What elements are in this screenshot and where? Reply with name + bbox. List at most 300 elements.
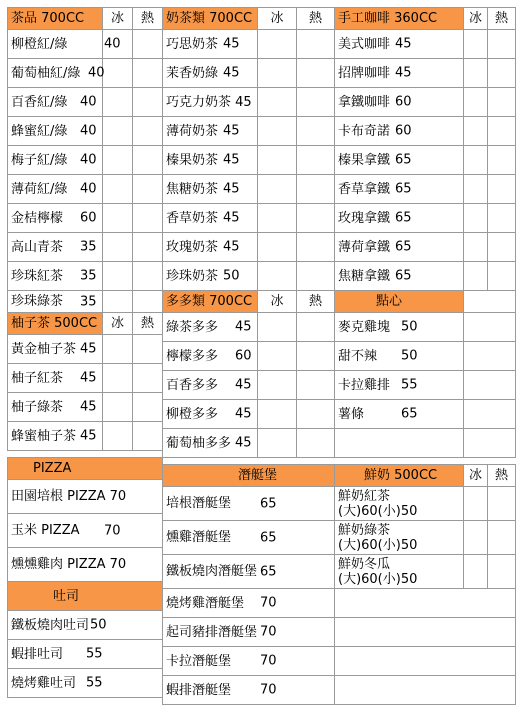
section-title-text: 點心 (376, 294, 403, 309)
menu-row (335, 59, 516, 88)
item-name: 柳橙紅/綠 (11, 36, 68, 52)
hot-cell (133, 88, 163, 117)
item-price: 65 (260, 530, 277, 545)
menu-row (8, 611, 163, 640)
item-sizes: (大)60(小)50 (338, 571, 418, 587)
ice-cell (103, 422, 133, 451)
menu-item (163, 555, 335, 589)
section-title (8, 458, 163, 480)
item-name: 柚子綠茶 (11, 399, 64, 415)
section-title-text: 潛艇堡 (238, 468, 278, 483)
menu-row (8, 88, 163, 117)
menu-row (163, 262, 335, 291)
menu-item (8, 548, 163, 582)
menu-row (163, 589, 335, 618)
item-name: 香草奶茶 (166, 210, 219, 226)
menu-row (335, 204, 516, 233)
hot-cell (133, 117, 163, 146)
menu-item (8, 364, 103, 393)
item-price: 45 (223, 239, 240, 255)
hot-cell (488, 175, 516, 204)
item-name: 蜂蜜紅/綠 (11, 123, 68, 139)
menu-item (163, 589, 335, 618)
menu-row (335, 30, 516, 59)
menu-row (8, 175, 163, 204)
menu-row (335, 371, 516, 400)
item-price: 35 (80, 294, 97, 309)
ice-cell (258, 59, 297, 88)
menu-row (335, 233, 516, 262)
section-header-pizza (8, 458, 163, 480)
item-name: 鮮奶紅茶 (338, 488, 391, 504)
item-price: 45 (395, 65, 412, 81)
ice-cell (464, 146, 488, 175)
section-title-text: 鮮奶 500CC (364, 468, 438, 483)
item-name: 梅子紅/綠 (11, 152, 68, 168)
item-name: 鮮奶綠茶 (338, 522, 391, 538)
empty-cell (335, 589, 516, 618)
ice-cell (464, 88, 488, 117)
menu-column-3 (334, 7, 516, 705)
ice-cell (258, 88, 297, 117)
menu-row (8, 59, 163, 88)
hot-column-header: 熱 (488, 465, 516, 487)
item-price: 55 (86, 646, 103, 662)
menu-row (335, 175, 516, 204)
item-price: 45 (223, 210, 240, 226)
hot-cell (297, 175, 335, 204)
item-name: 起司豬排潛艇堡 (166, 624, 258, 640)
ice-cell (464, 30, 488, 59)
menu-item (163, 175, 258, 204)
section-title: 茶品 700CC (8, 8, 103, 30)
ice-cell (258, 117, 297, 146)
menu-row (8, 335, 163, 364)
item-name: 鮮奶冬瓜 (338, 556, 391, 572)
ice-column-header: 冰 (258, 8, 297, 30)
menu-row (163, 647, 335, 676)
menu-item (8, 117, 103, 146)
menu-row (8, 514, 163, 548)
empty-cell (464, 291, 516, 313)
item-price: 55 (86, 675, 103, 691)
ice-cell (103, 262, 133, 291)
ice-cell (464, 175, 488, 204)
menu-item (163, 88, 258, 117)
menu-item (335, 371, 464, 400)
ice-cell (464, 59, 488, 88)
menu-row (163, 313, 335, 342)
section-header-citron (8, 313, 163, 335)
ice-cell (103, 233, 133, 262)
item-price: 45 (235, 94, 252, 110)
item-name: 美式咖啡 (338, 36, 391, 52)
menu-item (163, 233, 258, 262)
item-price: 50 (401, 319, 418, 335)
menu-item (335, 555, 464, 589)
ice-cell (103, 146, 133, 175)
item-price: 45 (80, 370, 97, 386)
item-price: 65 (395, 268, 412, 284)
menu-item (335, 233, 464, 262)
item-price: 40 (88, 65, 105, 81)
menu-row (163, 30, 335, 59)
menu-row (335, 117, 516, 146)
menu-item (8, 233, 103, 262)
item-name: 焦糖奶茶 (166, 181, 219, 197)
hot-cell (133, 204, 163, 233)
section-title: 手工咖啡 360CC (335, 8, 464, 30)
item-name: 巧思奶茶 (166, 36, 219, 52)
menu-row (335, 555, 516, 589)
item-name: 焦糖拿鐵 (338, 268, 391, 284)
menu-item (8, 335, 103, 364)
menu-row (163, 429, 335, 458)
menu-row (8, 117, 163, 146)
item-price: 45 (80, 428, 97, 444)
item-name: 高山青茶 (11, 239, 64, 255)
menu-column-1 (7, 7, 163, 698)
item-name: 珍珠奶茶 (166, 268, 219, 284)
item-name: 柚子紅茶 (11, 370, 64, 386)
item-name: 燒烤雞潛艇堡 (166, 595, 245, 611)
hot-cell (488, 521, 516, 555)
menu-row (335, 400, 516, 429)
hot-cell (297, 400, 335, 429)
menu-item (335, 400, 464, 429)
menu-row (8, 422, 163, 451)
hot-cell (488, 204, 516, 233)
menu-row (8, 393, 163, 422)
empty-cell (464, 400, 516, 429)
menu-row (335, 676, 516, 705)
ice-cell (103, 117, 133, 146)
section-title (335, 465, 464, 487)
hot-cell (488, 117, 516, 146)
menu-row (163, 618, 335, 647)
ice-cell (103, 335, 133, 364)
item-sizes: (大)60(小)50 (338, 503, 418, 519)
item-price: 45 (80, 341, 97, 357)
hot-cell (297, 146, 335, 175)
section-title: 多多類 700CC (163, 291, 258, 313)
ice-cell (103, 291, 133, 313)
menu-row (163, 117, 335, 146)
item-name: 燒烤雞吐司 (11, 675, 77, 691)
item-price: 65 (395, 181, 412, 197)
item-price: 40 (80, 181, 97, 197)
menu-item (163, 59, 258, 88)
hot-cell (488, 233, 516, 262)
item-price: 65 (260, 496, 277, 511)
item-name: 茉香奶綠 (166, 65, 219, 81)
menu-row (8, 30, 163, 59)
menu-item (163, 618, 335, 647)
item-name: 檸檬多多 (166, 348, 219, 364)
item-name: 巧克力奶茶 (166, 94, 232, 110)
ice-cell (103, 204, 133, 233)
item-price: 65 (395, 239, 412, 255)
menu-row (8, 233, 163, 262)
menu-row (335, 88, 516, 117)
section-title-text: PIZZA (33, 461, 72, 476)
ice-cell (464, 487, 488, 521)
item-price: 60 (395, 123, 412, 139)
item-price: 70 (260, 682, 277, 698)
menu-item (163, 647, 335, 676)
hot-cell (133, 233, 163, 262)
item-price: 60 (395, 94, 412, 110)
section-header-milktea (163, 8, 335, 30)
item-name: 卡布奇諾 (338, 123, 391, 139)
item-name: 卡拉雞排 (338, 377, 391, 393)
hot-cell (133, 335, 163, 364)
ice-cell (103, 59, 133, 88)
item-name: 玉米 PIZZA (11, 523, 80, 538)
hot-cell (297, 262, 335, 291)
menu-item (8, 611, 163, 640)
menu-row (163, 59, 335, 88)
item-name: 燻燻雞肉 PIZZA (11, 557, 106, 572)
menu-row (163, 400, 335, 429)
item-price: 45 (235, 377, 252, 393)
menu-item (163, 371, 258, 400)
menu-item (163, 400, 258, 429)
item-name: 薄荷紅/綠 (11, 181, 68, 197)
menu-row (8, 548, 163, 582)
ice-column-header: 冰 (103, 8, 133, 30)
hot-cell (297, 233, 335, 262)
ice-cell (258, 30, 297, 59)
menu-row (8, 669, 163, 698)
empty-cell (335, 429, 464, 458)
empty-cell (464, 429, 516, 458)
hot-column-header: 熱 (297, 291, 335, 313)
menu-row (8, 480, 163, 514)
item-name: 薄荷拿鐵 (338, 239, 391, 255)
item-price: 40 (80, 152, 97, 168)
hot-column-header: 熱 (133, 8, 163, 30)
ice-cell (258, 313, 297, 342)
menu-item (8, 30, 121, 59)
menu-item (335, 487, 464, 521)
menu-item (8, 514, 163, 548)
item-price: 70 (260, 624, 277, 640)
item-price: 35 (80, 268, 97, 284)
item-name: 蝦排吐司 (11, 646, 64, 662)
hot-cell (488, 262, 516, 291)
section-header-sub (163, 465, 335, 487)
section-title: 柚子茶 500CC (8, 313, 103, 335)
item-name: 燻雞潛艇堡 (166, 530, 232, 545)
hot-cell (488, 88, 516, 117)
hot-cell (297, 30, 335, 59)
ice-cell (464, 521, 488, 555)
item-name: 麥克雞塊 (338, 319, 391, 335)
hot-cell (297, 204, 335, 233)
menu-item (335, 117, 464, 146)
hot-cell (133, 59, 163, 88)
item-name: 綠茶多多 (166, 319, 219, 335)
menu-item (8, 262, 103, 291)
menu-row (335, 647, 516, 676)
hot-cell (488, 146, 516, 175)
section-title-text: 吐司 (53, 588, 80, 604)
empty-cell (335, 618, 516, 647)
ice-cell (464, 262, 488, 291)
empty-cell (335, 647, 516, 676)
menu-item (335, 175, 464, 204)
menu-item (8, 88, 103, 117)
menu-row (8, 291, 163, 313)
ice-cell (103, 175, 133, 204)
section-header-toast (8, 582, 163, 611)
item-name: 薯條 (338, 406, 365, 422)
ice-cell (464, 117, 488, 146)
item-name: 榛果拿鐵 (338, 152, 391, 168)
ice-cell (464, 204, 488, 233)
hot-cell (133, 291, 163, 313)
item-price: 70 (109, 557, 127, 572)
ice-cell (103, 88, 133, 117)
item-name: 玫瑰拿鐵 (338, 210, 391, 226)
ice-column-header: 冰 (464, 8, 488, 30)
ice-cell (258, 371, 297, 400)
menu-item (163, 676, 335, 705)
hot-cell (133, 364, 163, 393)
item-name: 蝦排潛艇堡 (166, 682, 232, 698)
hot-cell (133, 30, 163, 59)
ice-cell (103, 364, 133, 393)
item-name: 珍珠紅茶 (11, 268, 64, 284)
item-price: 65 (260, 564, 277, 579)
item-price: 45 (80, 399, 97, 415)
item-name: 葡萄柚多多 (166, 435, 232, 451)
menu-row (335, 618, 516, 647)
ice-column-header: 冰 (464, 465, 488, 487)
item-sizes: (大)60(小)50 (338, 537, 418, 553)
ice-cell (258, 233, 297, 262)
menu-row (335, 313, 516, 342)
menu-row (163, 521, 335, 555)
menu-item (335, 262, 464, 291)
menu-item (163, 313, 258, 342)
hot-cell (297, 88, 335, 117)
hot-cell (133, 393, 163, 422)
menu-item (335, 59, 464, 88)
item-name: 蜂蜜柚子茶 (11, 428, 77, 444)
item-name: 薄荷奶茶 (166, 123, 219, 139)
hot-cell (297, 59, 335, 88)
menu-row (335, 146, 516, 175)
empty-cell (335, 676, 516, 705)
item-price: 70 (104, 523, 121, 538)
section-title: 奶茶類 700CC (163, 8, 258, 30)
section-header-tea (8, 8, 163, 30)
menu-row (163, 555, 335, 589)
item-name: 金桔檸檬 (11, 210, 64, 226)
item-price: 65 (395, 210, 412, 226)
menu-row (335, 521, 516, 555)
item-name: 柳橙多多 (166, 406, 219, 422)
ice-cell (258, 146, 297, 175)
hot-cell (133, 422, 163, 451)
item-price: 45 (223, 123, 240, 139)
menu-row (8, 146, 163, 175)
item-price: 40 (80, 123, 97, 139)
menu-item (8, 640, 163, 669)
ice-column-header: 冰 (258, 291, 297, 313)
section-title (8, 582, 163, 611)
item-name: 百香紅/綠 (11, 94, 68, 110)
empty-cell (464, 313, 516, 342)
menu-row (335, 589, 516, 618)
menu-row (163, 342, 335, 371)
item-price: 45 (223, 65, 240, 81)
menu-row (8, 204, 163, 233)
item-price: 35 (80, 239, 97, 255)
item-price: 45 (395, 36, 412, 52)
item-price: 70 (109, 489, 127, 504)
ice-column-header: 冰 (103, 313, 133, 335)
ice-cell (464, 233, 488, 262)
menu-row (163, 233, 335, 262)
menu-row (163, 676, 335, 705)
menu-row (8, 262, 163, 291)
menu-item (163, 487, 335, 521)
item-price: 45 (223, 152, 240, 168)
menu-item (163, 204, 258, 233)
menu-item (335, 204, 464, 233)
menu-row (335, 262, 516, 291)
menu-row (335, 342, 516, 371)
item-price: 60 (235, 348, 252, 364)
menu-item (163, 117, 258, 146)
menu-item (163, 262, 258, 291)
item-price: 70 (260, 653, 277, 669)
item-price: 45 (235, 406, 252, 422)
section-header-snack (335, 291, 516, 313)
menu-item (8, 393, 103, 422)
item-name: 甜不辣 (338, 348, 378, 364)
hot-cell (488, 59, 516, 88)
menu-item (335, 146, 464, 175)
menu-item (8, 59, 103, 88)
menu-row (163, 146, 335, 175)
menu-row (335, 487, 516, 521)
hot-cell (133, 146, 163, 175)
section-title (163, 465, 335, 487)
item-price: 50 (223, 268, 240, 284)
item-price: 45 (223, 181, 240, 197)
hot-cell (133, 262, 163, 291)
hot-column-header: 熱 (488, 8, 516, 30)
menu-item (163, 30, 258, 59)
item-name: 珍珠綠茶 (11, 294, 64, 309)
section-header-coffee (335, 8, 516, 30)
menu-row (335, 429, 516, 458)
menu-item (335, 88, 464, 117)
item-name: 百香多多 (166, 377, 219, 393)
menu-item (8, 146, 103, 175)
item-price: 50 (90, 617, 107, 633)
item-price: 40 (80, 94, 97, 110)
menu-item (335, 30, 464, 59)
menu-item (8, 204, 103, 233)
hot-column-header: 熱 (297, 8, 335, 30)
item-name: 卡拉潛艇堡 (166, 653, 232, 669)
menu-item (163, 521, 335, 555)
